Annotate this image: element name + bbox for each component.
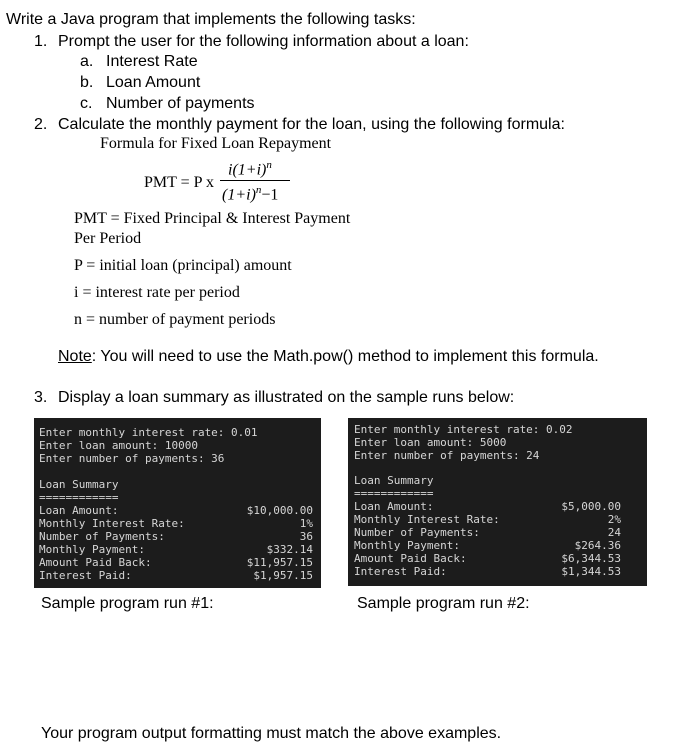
footer-text: Your program output formatting must match the above examples. [41, 725, 502, 742]
formula-fraction-bar [220, 180, 290, 181]
run1-label-interest-paid: Interest Paid: [39, 569, 132, 582]
task3-number: 3. [34, 389, 48, 406]
terminal-run-1 [34, 418, 321, 588]
run2-separator: ============ [354, 487, 434, 500]
run2-prompt-rate: Enter monthly interest rate: 0.02 [354, 423, 573, 436]
definition-pmt: PMT = Fixed Principal & Interest Payment [74, 210, 351, 227]
task1-sub-c-letter: c. [80, 95, 93, 112]
run2-prompt-amount: Enter loan amount: 5000 [354, 436, 507, 449]
run1-prompt-amount: Enter loan amount: 10000 [39, 439, 198, 452]
formula-title: Formula for Fixed Loan Repayment [100, 135, 332, 152]
formula-numerator: $i(1+i)^n$ [228, 159, 272, 179]
run2-value-rate: 2% [607, 513, 621, 526]
run1-label-rate: Monthly Interest Rate: [39, 517, 185, 530]
task1-sub-a-letter: a. [80, 53, 94, 70]
task1-sub-b-text: Loan Amount [106, 74, 201, 91]
run1-prompt-payments: Enter number of payments: 36 [39, 452, 225, 465]
run2-label-interest-paid: Interest Paid: [354, 565, 447, 578]
run1-value-loan-amount: $10,000.00 [246, 504, 313, 517]
run2-label-loan-amount: Loan Amount: [354, 500, 434, 513]
task2-text: Calculate the monthly payment for the loan, using the following formula: [58, 116, 565, 133]
note-text: : You will need to use the Math.pow() method to implement this formula. [91, 348, 599, 365]
run2-label-rate: Monthly Interest Rate: [354, 513, 500, 526]
task2-number: 2. [34, 116, 48, 133]
run2-label-monthly-payment: Monthly Payment: [354, 539, 460, 552]
formula-denominator: $(1+i)^n-1$ [222, 184, 279, 204]
definition-p: P = initial loan (principal) amount [74, 257, 292, 274]
note-label: Note [58, 348, 92, 365]
run1-label-payments: Number of Payments: [39, 530, 165, 543]
task1-sub-b-letter: b. [80, 74, 94, 91]
run2-value-monthly-payment: $264.36 [574, 539, 621, 552]
run1-label-paid-back: Amount Paid Back: [39, 556, 152, 569]
run1-value-interest-paid: $1,957.15 [253, 569, 313, 582]
definition-i: i = interest rate per period [74, 284, 240, 301]
run2-value-payments: 24 [607, 526, 621, 539]
run1-value-paid-back: $11,957.15 [246, 556, 313, 569]
task1-text: Prompt the user for the following information about a loan: [58, 33, 469, 50]
run2-value-interest-paid: $1,344.53 [561, 565, 621, 578]
run1-summary-title: Loan Summary [39, 478, 119, 491]
run1-value-monthly-payment: $332.14 [266, 543, 313, 556]
run1-value-rate: 1% [299, 517, 313, 530]
run1-prompt-rate: Enter monthly interest rate: 0.01 [39, 426, 258, 439]
run2-value-loan-amount: $5,000.00 [561, 500, 621, 513]
caption-run-2: Sample program run #2: [357, 595, 530, 612]
caption-run-1: Sample program run #1: [41, 595, 214, 612]
definition-pmt-cont: Per Period [74, 230, 142, 247]
run2-label-payments: Number of Payments: [354, 526, 480, 539]
task3-text: Display a loan summary as illustrated on the sample runs below: [58, 389, 515, 406]
intro-text: Write a Java program that implements the following tasks: [6, 11, 416, 28]
task1-sub-a-text: Interest Rate [106, 53, 198, 70]
run1-label-loan-amount: Loan Amount: [39, 504, 119, 517]
run1-label-monthly-payment: Monthly Payment: [39, 543, 145, 556]
terminal-run-2 [348, 418, 647, 586]
run2-label-paid-back: Amount Paid Back: [354, 552, 467, 565]
run1-separator: ============ [39, 491, 119, 504]
run2-value-paid-back: $6,344.53 [561, 552, 621, 565]
note [58, 348, 599, 366]
run1-value-payments: 36 [299, 530, 313, 543]
run2-summary-title: Loan Summary [354, 474, 434, 487]
task1-sub-c-text: Number of payments [106, 95, 255, 112]
task1-number: 1. [34, 33, 48, 50]
formula-lhs: PMT = P x [144, 174, 214, 191]
run2-prompt-payments: Enter number of payments: 24 [354, 449, 540, 462]
definition-n: n = number of payment periods [74, 311, 276, 328]
